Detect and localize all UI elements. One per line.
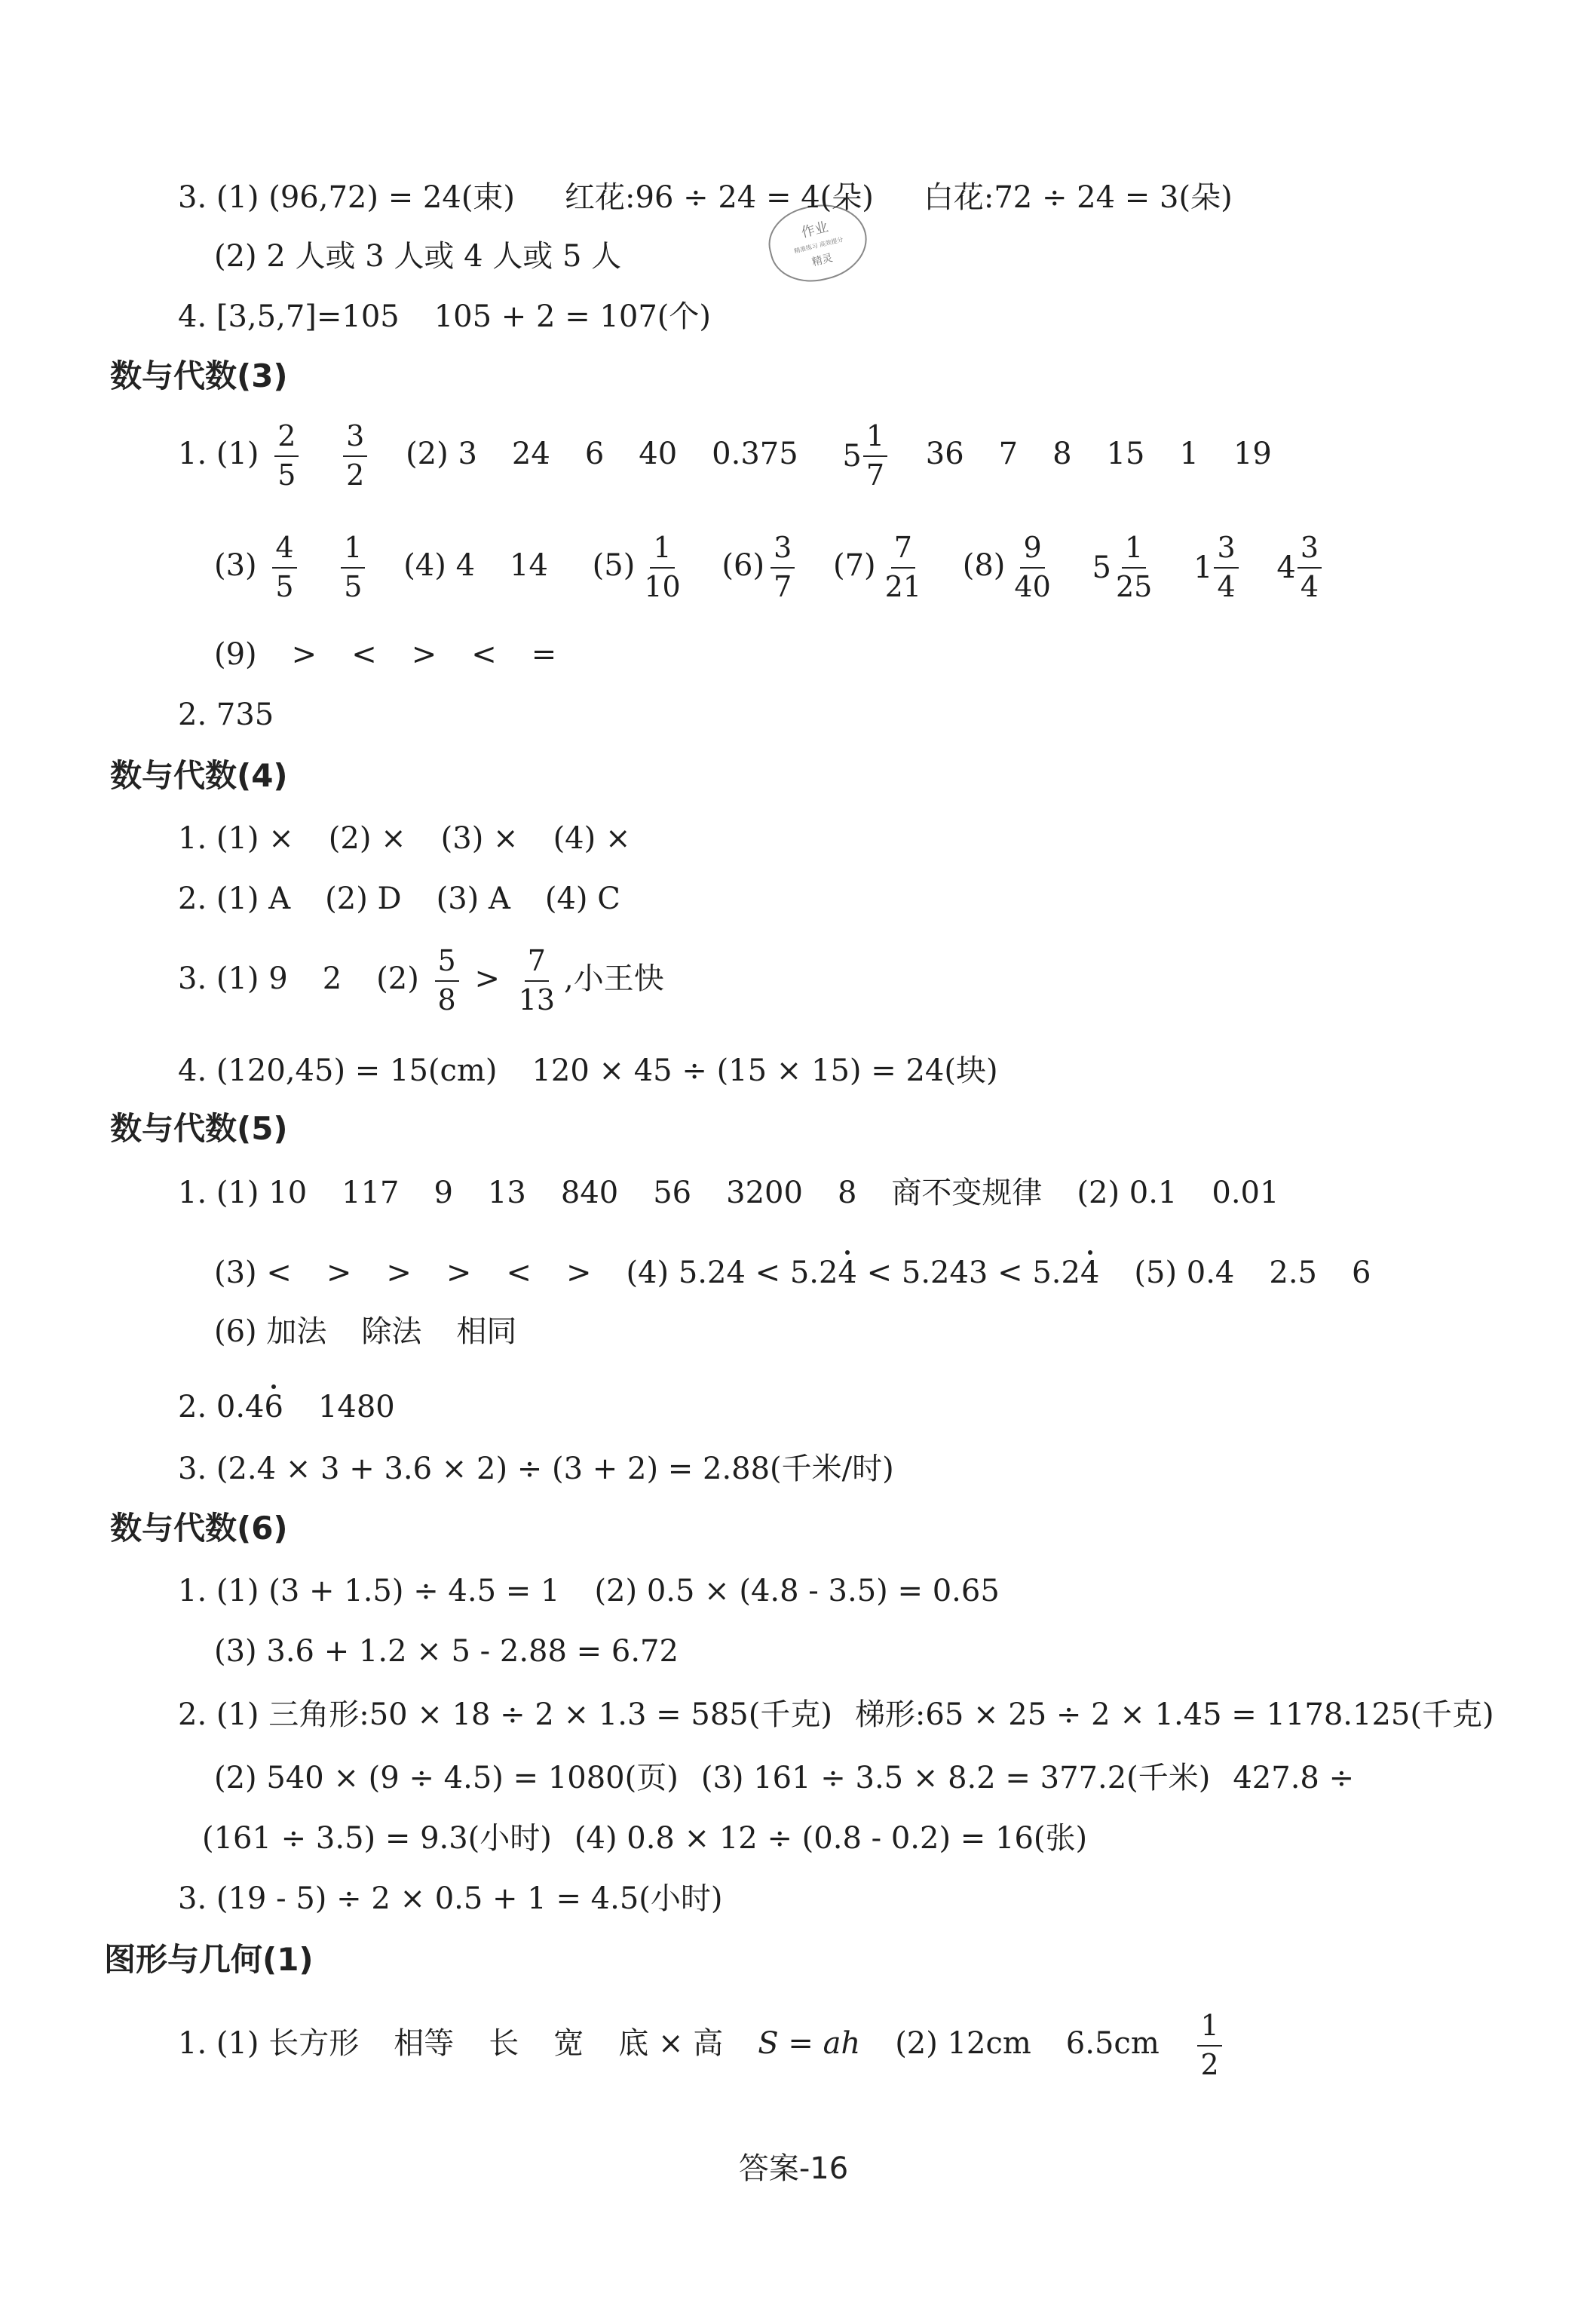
stamp-line-3: 精灵 [810, 251, 835, 268]
fraction: $\frac{7}{21}$ [884, 531, 922, 603]
mixed-number: 5 1 25 [1092, 531, 1153, 603]
answer-line: (3) < > > > < > (4) 5.24 < 5.24 < 5.243 < 5.24 (5) 0.4 2.5 6 [214, 1256, 1371, 1290]
repeating-dot-digit: 4 [1080, 1256, 1100, 1290]
repeating-dot-digit: 6 [264, 1390, 283, 1424]
answer-line: (6) 加法 除法 相同 [214, 1314, 517, 1349]
fraction: $\frac{4}{5}$ [272, 532, 296, 603]
answer-line: (3) $\frac{4}{5}$ $\frac{1}{5}$ (4) 4 14 (5) $\frac{1}{10}$ (6) $\frac{3}{7}$ (7) $\frac{7}{21}$ (8) $\frac{9}{40}$ 5 1 25 1 3 4 4 3 4 [214, 532, 1328, 603]
answer-line: (161 ÷ 3.5) = 9.3(小时) (4) 0.8 × 12 ÷ (0.8 - 0.2) = 16(张) [202, 1821, 1088, 1856]
answer-line: (3) 3.6 + 1.2 × 5 - 2.88 = 6.72 [214, 1634, 679, 1669]
fraction: $\frac{2}{5}$ [274, 421, 299, 492]
fraction: $\frac{1}{5}$ [341, 532, 365, 603]
section-heading: 数与代数(4) [110, 757, 288, 794]
answer-line: 4. [3,5,7]=105 105 + 2 = 107(个) [178, 299, 711, 334]
answer-line: 2. 735 [178, 698, 274, 732]
fraction: $\frac{1}{10}$ [644, 531, 681, 603]
answer-line: (2) 540 × (9 ÷ 4.5) = 1080(页) (3) 161 ÷ 3.5 × 8.2 = 377.2(千米) 427.8 ÷ [214, 1761, 1355, 1795]
fraction: $\frac{3}{7}$ [771, 532, 795, 603]
answer-line: 3. (1) 9 2 (2) $\frac{5}{8}$ > $\frac{7}{13}$ ,小王快 [178, 944, 664, 1016]
fraction: $\frac{7}{13}$ [518, 944, 556, 1016]
mixed-number: 4 3 4 [1276, 532, 1328, 603]
answer-line: 1. (1) × (2) × (3) × (4) × [178, 821, 631, 856]
page-number: 答案-16 [738, 2151, 849, 2186]
mixed-number: 5 1 7 [842, 421, 893, 492]
section-heading: 数与代数(6) [110, 1510, 288, 1547]
answer-line: 2. (1) 三角形:50 × 18 ÷ 2 × 1.3 = 585(千克) 梯形:65 × 25 ÷ 2 × 1.45 = 1178.125(千克) [178, 1697, 1494, 1732]
answer-line: 1. (1) 10 117 9 13 840 56 3200 8 商不变规律 (2) 0.1 0.01 [178, 1176, 1279, 1210]
answer-line: 3. (19 - 5) ÷ 2 × 0.5 + 1 = 4.5(小时) [178, 1881, 723, 1916]
section-heading: 数与代数(5) [110, 1110, 288, 1147]
answer-line: 3. (2.4 × 3 + 3.6 × 2) ÷ (3 + 2) = 2.88(千米/时) [178, 1452, 894, 1486]
section-heading: 图形与几何(1) [104, 1941, 314, 1978]
answer-line: 1. (1) 长方形 相等 长 宽 底 × 高 S = ah (2) 12cm 6.5cm $\frac{1}{2}$ [178, 2010, 1228, 2081]
answer-line: 3. (1) (96,72) = 24(束) 红花:96 ÷ 24 = 4(朵) 白花:72 ÷ 24 = 3(朵) [178, 180, 1233, 215]
answer-line: 2. (1) A (2) D (3) A (4) C [178, 881, 620, 916]
answer-line: 1. (1) (3 + 1.5) ÷ 4.5 = 1 (2) 0.5 × (4.8 - 3.5) = 0.65 [178, 1574, 1000, 1608]
fraction: $\frac{1}{2}$ [1197, 2010, 1221, 2081]
fraction: $\frac{3}{2}$ [343, 421, 367, 492]
section-heading: 数与代数(3) [110, 357, 288, 394]
mixed-number: 1 3 4 [1193, 532, 1245, 603]
answer-line: 4. (120,45) = 15(cm) 120 × 45 ÷ (15 × 15) = 24(块) [178, 1053, 998, 1088]
stamp-line-1: 作业 [799, 218, 830, 241]
fraction: $\frac{9}{40}$ [1014, 531, 1051, 603]
stamp-line-2: 精准练习 高效提分 [793, 235, 844, 255]
repeating-dot-digit: 4 [838, 1256, 857, 1290]
answer-line: 1. (1) $\frac{2}{5}$ $\frac{3}{2}$ (2) 3 24 6 40 0.375 5 1 7 36 7 8 15 1 19 [178, 419, 1272, 492]
fraction: $\frac{5}{8}$ [435, 946, 459, 1016]
answer-line: (2) 2 人或 3 人或 4 人或 5 人 [214, 239, 622, 274]
answer-line: 2. 0.46 1480 [178, 1390, 395, 1424]
answer-line: (9) > < > < = [214, 637, 557, 672]
